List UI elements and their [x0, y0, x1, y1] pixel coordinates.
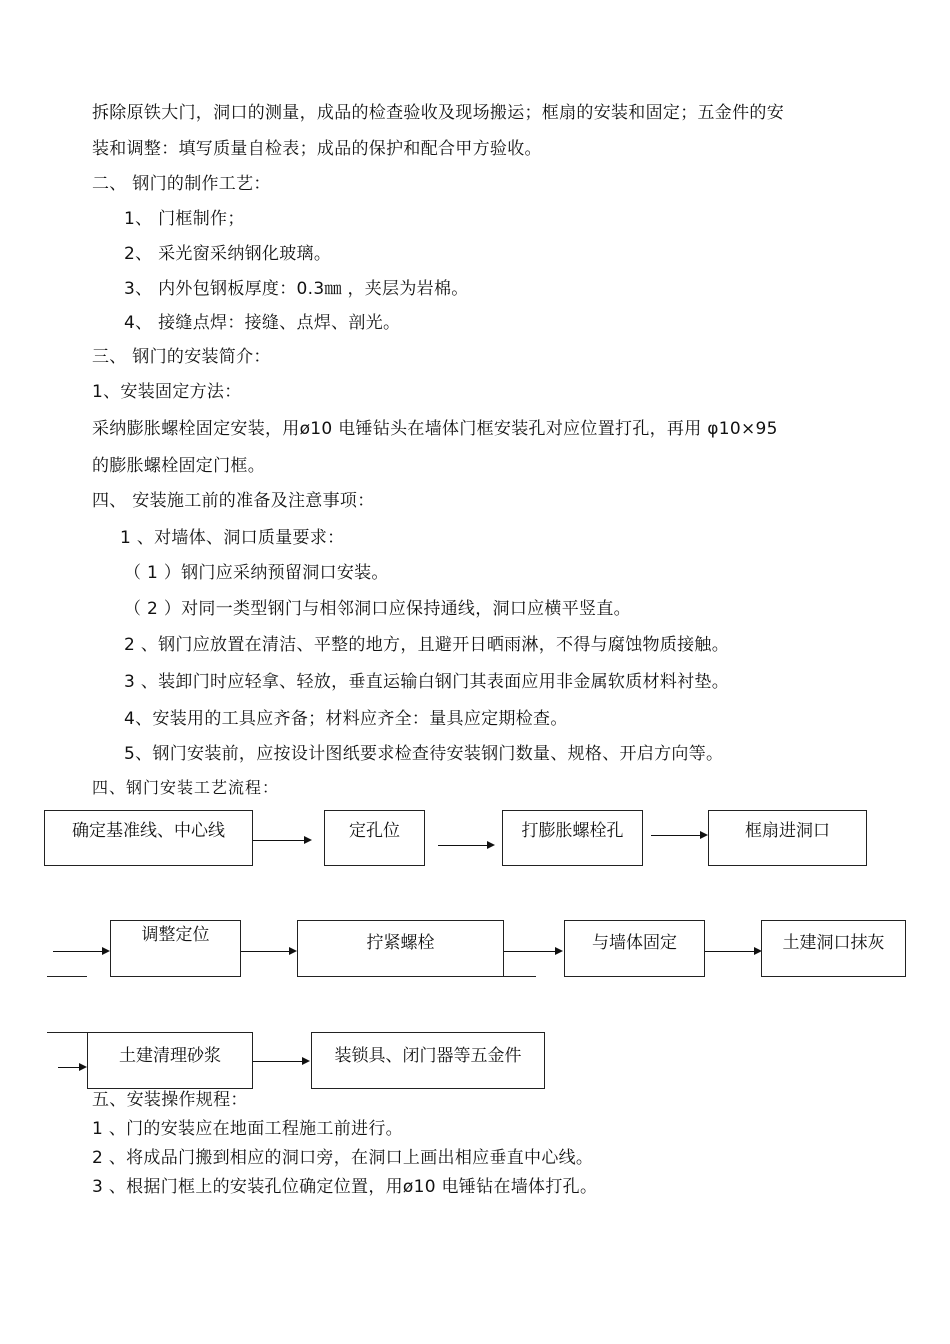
- section-4-item: 4、安装用的工具应齐备；材料应齐全：量具应定期检查。: [124, 709, 568, 729]
- flow-arrow: [705, 951, 760, 952]
- flow-arrow: [58, 1067, 85, 1068]
- flow-step-drill-bolt-holes: 打膨胀螺栓孔: [502, 810, 643, 866]
- section-2-heading: 二、 钢门的制作工艺：: [92, 174, 271, 194]
- section-4-item: 5、钢门安装前，应按设计图纸要求检查待安装钢门数量、规格、开启方向等。: [124, 744, 724, 764]
- flow-heading: 四、钢门安装工艺流程：: [92, 778, 280, 797]
- section-3-paragraph-1: 采纳膨胀螺栓固定安装，用ø10 电锤钻头在墙体门框安装孔对应位置打孔，再用 φ10×95: [92, 419, 778, 439]
- section-5-item: 1 、门的安装应在地面工程施工前进行。: [92, 1119, 403, 1139]
- flow-step-tighten-bolts: 拧紧螺栓: [297, 920, 504, 977]
- flow-arrow: [438, 845, 493, 846]
- section-2-item: 3、 内外包钢板厚度：0.3㎜ ，夹层为岩棉。: [124, 279, 469, 299]
- flow-step-baseline: 确定基准线、中心线: [44, 810, 253, 866]
- flow-arrow: [253, 1061, 308, 1062]
- flow-step-adjust-position: 调整定位: [110, 920, 241, 977]
- connector-line: [47, 1032, 87, 1033]
- flow-step-plaster-opening: 土建洞口抹灰: [761, 920, 906, 977]
- flow-arrow: [241, 951, 295, 952]
- section-5-item: 2 、将成品门搬到相应的洞口旁，在洞口上画出相应垂直中心线。: [92, 1148, 594, 1168]
- section-4-item: （ 1 ）钢门应采纳预留洞口安装。: [124, 563, 389, 583]
- intro-line-2: 装和调整：填写质量自检表；成品的保护和配合甲方验收。: [92, 139, 542, 159]
- section-2-item: 1、 门框制作；: [124, 209, 245, 229]
- flow-arrow: [53, 951, 108, 952]
- connector-line: [504, 976, 536, 977]
- flow-step-hole-position: 定孔位: [324, 810, 425, 866]
- section-3-subheading: 1、安装固定方法：: [92, 382, 242, 402]
- section-4-item: （ 2 ）对同一类型钢门与相邻洞口应保持通线，洞口应横平竖直。: [124, 599, 631, 619]
- section-5-item: 3 、根据门框上的安装孔位确定位置，用ø10 电锤钻在墙体打孔。: [92, 1177, 598, 1197]
- flow-arrow: [504, 951, 561, 952]
- flow-step-clean-mortar: 土建清理砂浆: [87, 1032, 253, 1089]
- section-3-paragraph-2: 的膨胀螺栓固定门框。: [92, 456, 265, 476]
- section-4-item: 3 、装卸门时应轻拿、轻放，垂直运输白钢门其表面应用非金属软质材料衬垫。: [124, 672, 730, 692]
- section-5-heading: 五、安装操作规程：: [92, 1090, 248, 1110]
- section-4-item: 1 、对墙体、洞口质量要求：: [120, 528, 345, 548]
- section-4-item: 2 、钢门应放置在清洁、平整的地方，且避开日晒雨淋，不得与腐蚀物质接触。: [124, 635, 730, 655]
- connector-line: [47, 976, 87, 977]
- flow-step-install-hardware: 装锁具、闭门器等五金件: [311, 1032, 545, 1089]
- section-3-heading: 三、 钢门的安装简介：: [92, 347, 271, 367]
- flow-arrow: [651, 835, 706, 836]
- intro-line-1: 拆除原铁大门，洞口的测量，成品的检查验收及现场搬运；框扇的安装和固定；五金件的安: [92, 103, 784, 123]
- flow-arrow: [253, 840, 310, 841]
- flow-step-frame-into-opening: 框扇进洞口: [708, 810, 867, 866]
- section-2-item: 4、 接缝点焊：接缝、点焊、剖光。: [124, 313, 401, 333]
- flow-step-fix-to-wall: 与墙体固定: [564, 920, 705, 977]
- section-4-heading: 四、 安装施工前的准备及注意事项：: [92, 491, 375, 511]
- section-2-item: 2、 采光窗采纳钢化玻璃。: [124, 244, 332, 264]
